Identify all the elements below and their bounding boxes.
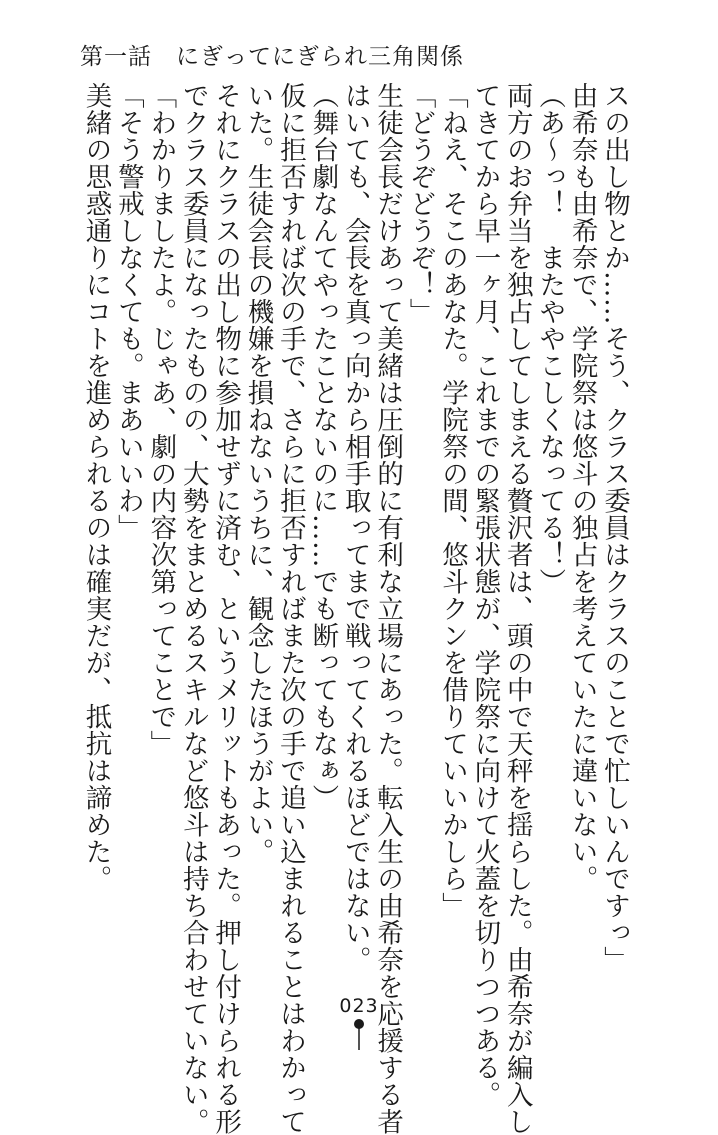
text-line: はいても、会長を真っ向から相手取ってまで戦ってくれるほどではない。 [339,82,371,973]
text-line: 「どうぞどうぞ！」 [404,82,436,325]
text-line: それにクラスの出し物に参加せずに済む、というメリットもあった。押し付けられる形 [210,82,242,1135]
text-line: 美緒の思惑通りにコトを進められるのは確実だが、抵抗は諦めた。 [80,82,112,892]
text-line: てきてから早一ヶ月、これまでの緊張状態が、学院祭に向けて火蓋を切りつつある。 [469,82,501,1108]
text-line: 両方のお弁当を独占してしまえる贅沢者は、頭の中で天秤を揺らした。由希奈が編入し [501,82,533,1135]
text-line: いた。生徒会長の機嫌を損ねないうちに、観念したほうがよい。 [242,82,274,865]
text-line: 生徒会長だけあって美緒は圧倒的に有利な立場にあった。転入生の由希奈を応援する者 [372,82,404,1135]
text-line: （舞台劇なんてやったことないのに……でも断ってもなぁ） [307,82,339,811]
text-line: 由希奈も由希奈で、学院祭は悠斗の独占を考えていたに違いない。 [566,82,598,892]
chapter-title: 第一話 にぎってにぎられ三角関係 [80,44,464,70]
page-marker-icon [352,1018,366,1050]
text-line: 「わかりましたよ。じゃあ、劇の内容次第ってことで」 [145,82,177,757]
text-line: でクラス委員になったものの、大勢をまとめるスキルなど悠斗は持ち合わせていない。 [177,82,209,1135]
text-line: 「そう警戒しなくても。まあいいわ」 [112,82,144,541]
page-number: 023 [339,995,379,1017]
text-line: スの出し物とか……そう、クラス委員はクラスのことで忙しいんですっ」 [599,82,630,973]
text-line: （あ〜っ！ またややこしくなってる！） [534,82,566,595]
text-line: 仮に拒否すれば次の手で、さらに拒否すればまた次の手で追い込まれることはわかって [274,82,306,1135]
text-line: 「ねえ、そこのあなた。学院祭の間、悠斗クンを借りていいかしら」 [436,82,468,919]
